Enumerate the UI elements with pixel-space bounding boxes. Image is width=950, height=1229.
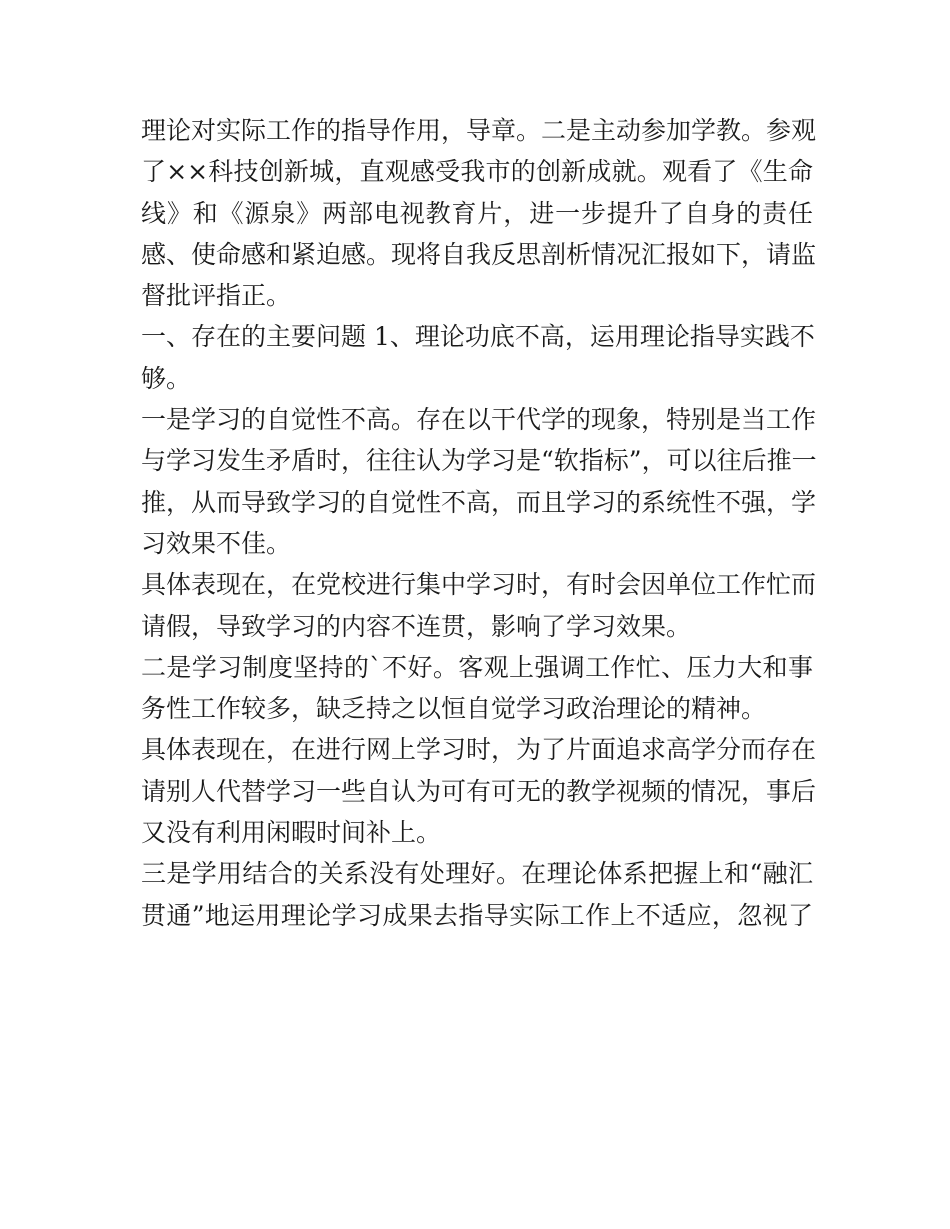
text-line-14: 二是学习制度坚持的`不好。客观上强调工作忙、压力大和事	[141, 652, 813, 682]
document-body	[141, 110, 817, 936]
text-line-1: 理论对实际工作的指导作用，导章。二是主动参加学教。参观	[141, 116, 817, 145]
text-line-18: 又没有利用闲暇时间补上。	[141, 818, 442, 848]
text-line-16: 具体表现在，在进行网上学习时，为了片面追求高学分而存在	[141, 735, 817, 765]
text-line-10: 推，从而导致学习的自觉性不高，而且学习的系统性不强，学	[141, 487, 817, 517]
text-line-13: 请假，导致学习的内容不连贯，影响了学习效果。	[141, 611, 692, 641]
text-line-2: 了××科技创新城，直观感受我市的创新成就。观看了《生命	[141, 157, 813, 187]
text-line-5: 督批评指正。	[141, 281, 292, 311]
text-line-9: 与学习发生矛盾时，往往认为学习是“软指标”，可以往后推一	[141, 446, 817, 476]
text-line-11: 习效果不佳。	[141, 528, 292, 558]
text-line-17: 请别人代替学习一些自认为可有可无的教学视频的情况，事后	[141, 776, 817, 806]
text-line-7: 够。	[141, 363, 192, 393]
text-line-4: 感、使命感和紧迫感。现将自我反思剖析情况汇报如下，请监	[141, 239, 817, 269]
text-line-12: 具体表现在，在党校进行集中学习时，有时会因单位工作忙而	[141, 570, 817, 600]
text-line-8: 一是学习的自觉性不高。存在以干代学的现象，特别是当工作	[141, 405, 817, 435]
text-line-6: 一、存在的主要问题 1、理论功底不高，运用理论指导实践不	[141, 322, 815, 352]
text-line-3: 线》和《源泉》两部电视教育片，进一步提升了自身的责任	[141, 198, 813, 228]
text-line-15: 务性工作较多，缺乏持之以恒自觉学习政治理论的精神。	[141, 694, 767, 724]
text-line-20: 贯通”地运用理论学习成果去指导实际工作上不适应，忽视了	[141, 900, 813, 930]
text-line-19: 三是学用结合的关系没有处理好。在理论体系把握上和“融汇	[141, 859, 813, 889]
